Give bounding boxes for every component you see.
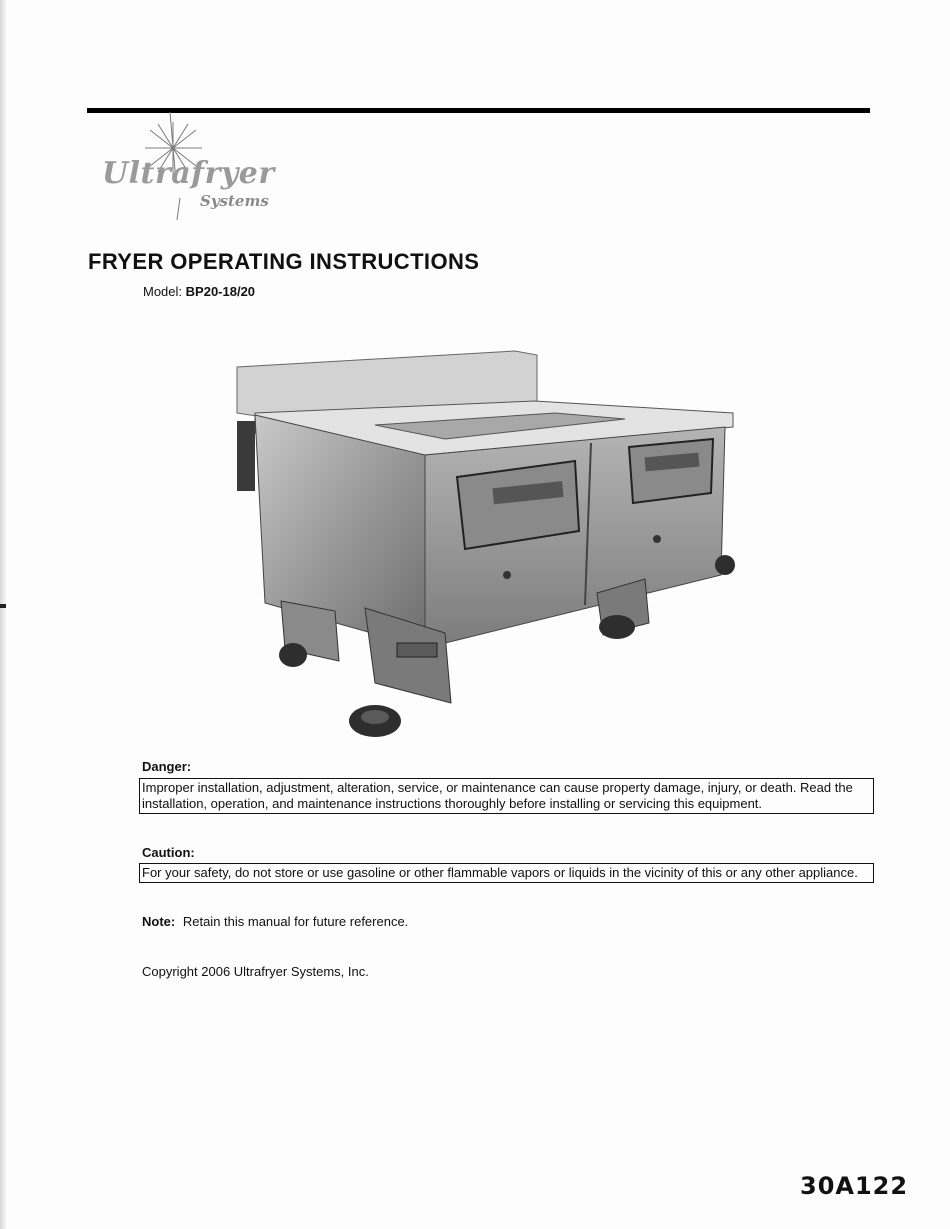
danger-box: Improper installation, adjustment, alteration, service, or maintenance can cause property damage, injury, or death. Read the installation, operation, and maintenance instructions thoroughly before installing or servicing this equipment.	[139, 778, 874, 814]
note-line	[142, 914, 408, 929]
page-edge-mark	[0, 604, 6, 608]
page-title: FRYER OPERATING INSTRUCTIONS	[88, 249, 480, 274]
page-edge-shadow	[0, 0, 6, 1229]
model-number: BP20-18/20	[185, 284, 256, 299]
fryer-photo	[225, 343, 737, 745]
copyright-text: Copyright 2006 Ultrafryer Systems, Inc.	[142, 964, 369, 979]
caution-heading: Caution:	[142, 845, 195, 860]
note-text: Retain this manual for future reference.	[182, 914, 409, 929]
caution-box: For your safety, do not store or use gasoline or other flammable vapors or liquids in the vicinity of this or any other appliance.	[139, 863, 874, 883]
logo-brand-text: Ultrafryer	[102, 156, 275, 191]
logo-sub-text: Systems	[200, 192, 269, 210]
ultrafryer-logo	[100, 112, 300, 227]
document-code: 30A122	[800, 1172, 909, 1200]
model-line	[143, 284, 255, 299]
model-label: Model:	[143, 284, 183, 299]
danger-heading: Danger:	[142, 759, 192, 774]
note-label: Note:	[142, 914, 176, 929]
